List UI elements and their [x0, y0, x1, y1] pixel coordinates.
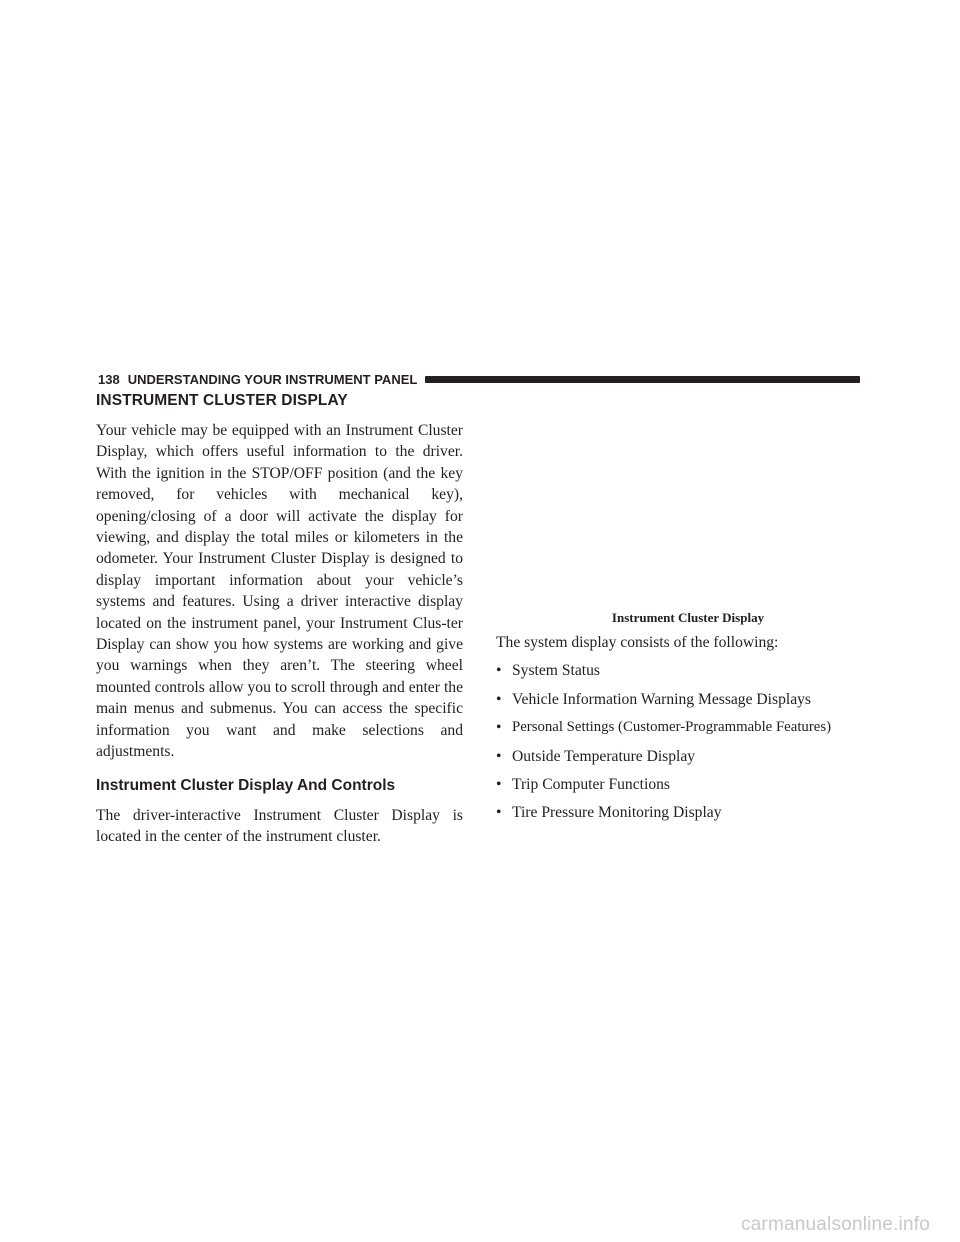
list-item-text: System Status	[512, 662, 600, 680]
right-column	[496, 390, 866, 831]
subsection-title: Instrument Cluster Display And Controls	[96, 776, 396, 794]
feature-list	[496, 660, 866, 823]
bullet-icon: •	[496, 690, 502, 708]
bullet-icon: •	[496, 804, 502, 822]
list-item-text: Personal Settings (Customer-Programmable Features)	[512, 719, 832, 736]
page-number: 138	[98, 371, 120, 387]
list-item	[496, 717, 866, 738]
list-item-text: Tire Pressure Monitoring Display	[512, 804, 722, 822]
figure-placeholder	[496, 390, 866, 602]
list-intro: The system display consists of the following:	[496, 634, 779, 651]
list-item	[496, 802, 866, 823]
list-item-text: Trip Computer Functions	[512, 776, 670, 794]
list-item	[496, 689, 866, 710]
list-item-text: Vehicle Information Warning Message Displays	[512, 690, 811, 708]
bullet-icon: •	[496, 719, 502, 737]
figure-caption: Instrument Cluster Display	[611, 610, 765, 625]
list-item-text: Outside Temperature Display	[512, 747, 696, 765]
bullet-icon: •	[496, 776, 502, 794]
bullet-icon: •	[496, 747, 502, 765]
bullet-icon: •	[496, 662, 502, 680]
header-rule	[425, 376, 860, 383]
intro-paragraph: Your vehicle may be equipped with an Instrument Cluster Display, which offers useful information to the driver. With the ignition in the STOP/OFF position (and the key removed, for vehicles with mechanical key), opening/closing of a door will activate the display for viewing, and display the total miles or kilometers in the odometer. Your Instrument Cluster Display is designed to display important information about your vehicle’s systems and features. Using a driver interactive display located on the instrument panel, your Instrument Clus-ter Display can show you how systems are working and give you warnings when they aren’t. The steering wheel mounted controls allow you to scroll through and enter the main menus and submenus. You can access the specific information you want and make selections and adjustments.	[96, 422, 463, 761]
list-item	[496, 746, 866, 767]
location-paragraph: The driver-interactive Instrument Cluster Display is located in the center of the instrument cluster.	[96, 806, 463, 845]
page-header	[98, 372, 860, 386]
list-item	[496, 660, 866, 681]
running-head: UNDERSTANDING YOUR INSTRUMENT PANEL	[127, 371, 418, 387]
section-title: INSTRUMENT CLUSTER DISPLAY	[96, 392, 348, 409]
watermark: carmanualsonline.info	[740, 1214, 930, 1235]
list-item	[496, 774, 866, 795]
left-column	[96, 392, 463, 847]
